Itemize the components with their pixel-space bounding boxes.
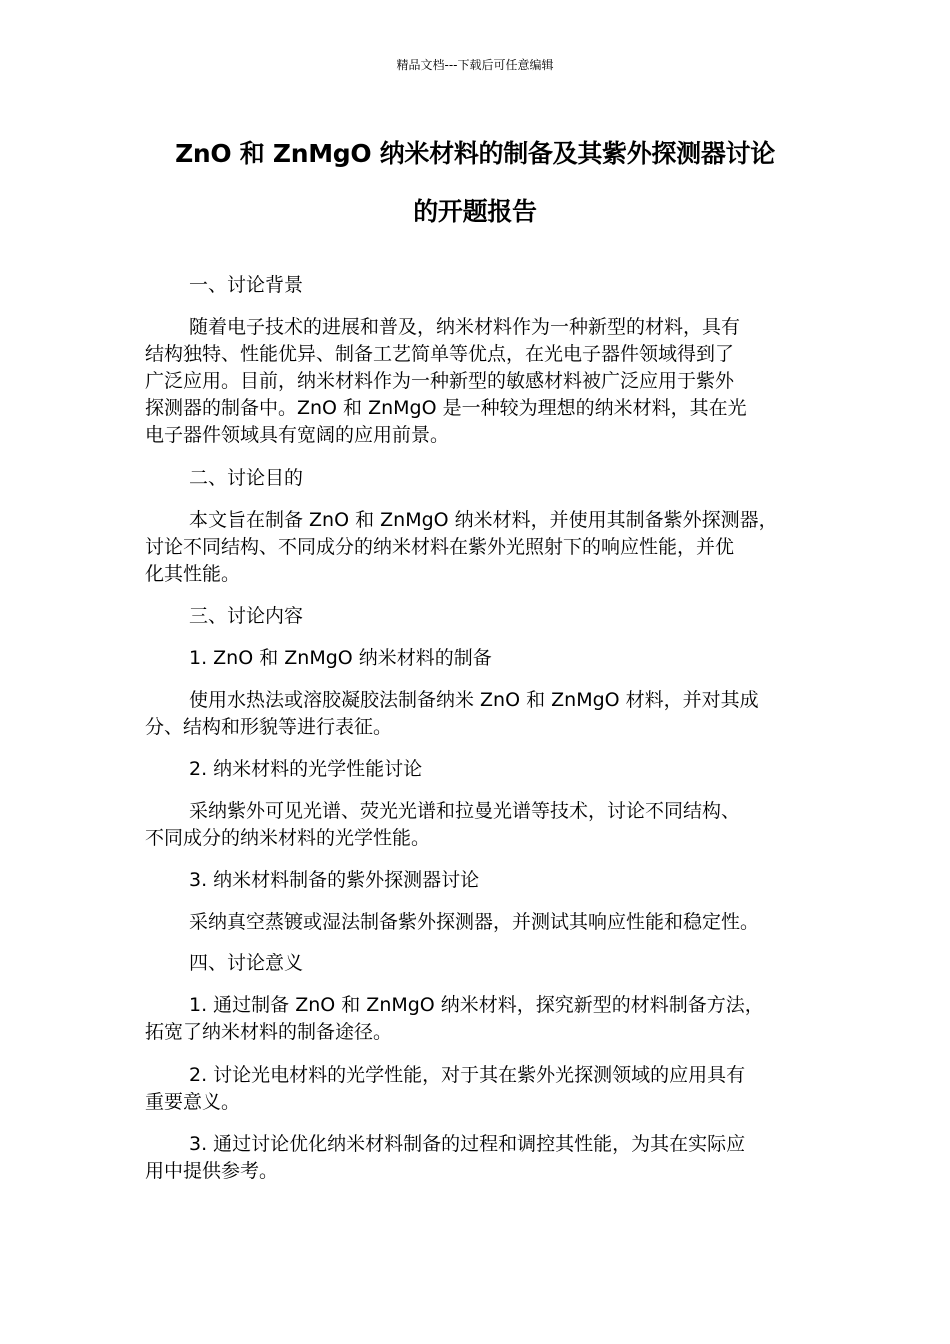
- paragraph-line: 讨论不同结构、不同成分的纳米材料在紫外光照射下的响应性能，并优: [145, 536, 735, 558]
- paragraph-line: 不同成分的纳米材料的光学性能。: [145, 827, 431, 849]
- paragraph-detector: [145, 909, 825, 936]
- section-heading-content: [145, 603, 825, 630]
- heading-text: 三、讨论内容: [189, 605, 304, 627]
- paragraph-line: 采纳真空蒸镀或湿法制备紫外探测器，并测试其响应性能和稳定性。: [189, 911, 760, 933]
- paragraph-line: 随着电子技术的进展和普及，纳米材料作为一种新型的材料，具有: [189, 316, 741, 338]
- paragraph-optical: [145, 798, 825, 852]
- paragraph-line: 2. 讨论光电材料的光学性能，对于其在紫外光探测领域的应用具有: [189, 1064, 746, 1086]
- heading-text: 四、讨论意义: [189, 952, 304, 974]
- paragraph-line: 分、结构和形貌等进行表征。: [145, 716, 393, 738]
- paragraph-line: 化其性能。: [145, 563, 241, 585]
- subheading-text: 1. ZnO 和 ZnMgO 纳米材料的制备: [189, 647, 492, 669]
- paragraph-line: 结构独特、性能优异、制备工艺简单等优点，在光电子器件领域得到了: [145, 343, 735, 365]
- paragraph-line: 使用水热法或溶胶凝胶法制备纳米 ZnO 和 ZnMgO 材料，并对其成: [189, 689, 759, 711]
- paragraph-line: 拓宽了纳米材料的制备途径。: [145, 1021, 393, 1043]
- paragraph-line: 3. 通过讨论优化纳米材料制备的过程和调控其性能，为其在实际应: [189, 1133, 746, 1155]
- paragraph-significance-1: [145, 992, 825, 1046]
- section-heading-purpose: [145, 465, 825, 492]
- paragraph-line: 用中提供参考。: [145, 1160, 279, 1182]
- paragraph-line: 探测器的制备中。ZnO 和 ZnMgO 是一种较为理想的纳米材料，其在光: [145, 397, 747, 419]
- document-title-line-1: ZnO 和 ZnMgO 纳米材料的制备及其紫外探测器讨论: [175, 139, 775, 168]
- paragraph-line: 1. 通过制备 ZnO 和 ZnMgO 纳米材料，探究新型的材料制备方法，: [189, 994, 764, 1016]
- paragraph-line: 电子器件领域具有宽阔的应用前景。: [145, 424, 450, 446]
- subheading-text: 3. 纳米材料制备的紫外探测器讨论: [189, 869, 480, 891]
- subheading-detector: [145, 867, 825, 894]
- paragraph-line: 采纳紫外可见光谱、荧光光谱和拉曼光谱等技术，讨论不同结构、: [189, 800, 741, 822]
- paragraph-line: 广泛应用。目前，纳米材料作为一种新型的敏感材料被广泛应用于紫外: [145, 370, 735, 392]
- paragraph-preparation: [145, 687, 825, 741]
- subheading-text: 2. 纳米材料的光学性能讨论: [189, 758, 423, 780]
- page-header-note: 精品文档---下载后可任意编辑: [396, 58, 554, 72]
- subheading-optical: [145, 756, 825, 783]
- heading-text: 一、讨论背景: [189, 274, 304, 296]
- paragraph-significance-2: [145, 1062, 825, 1116]
- document-title-line-2: 的开题报告: [413, 197, 537, 226]
- paragraph-purpose: [145, 507, 825, 588]
- subheading-preparation: [145, 645, 825, 672]
- section-heading-background: [145, 272, 825, 299]
- paragraph-line: 本文旨在制备 ZnO 和 ZnMgO 纳米材料，并使用其制备紫外探测器，: [189, 509, 778, 531]
- paragraph-significance-3: [145, 1131, 825, 1185]
- section-heading-significance: [145, 950, 825, 977]
- paragraph-background: [145, 314, 825, 449]
- heading-text: 二、讨论目的: [189, 467, 304, 489]
- paragraph-line: 重要意义。: [145, 1091, 241, 1113]
